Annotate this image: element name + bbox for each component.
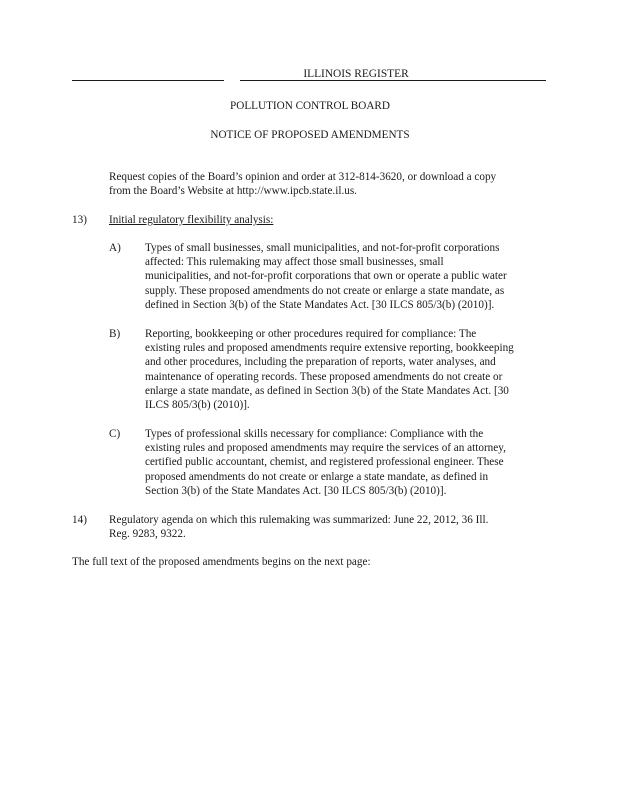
register-title: ILLINOIS REGISTER bbox=[303, 68, 409, 80]
section-14-line-1: Regulatory agenda on which this rulemaking was summarized: June 22, 2012, 36 Ill. bbox=[109, 514, 489, 526]
section-13-number: 13) bbox=[72, 214, 87, 226]
item-c-line: Section 3(b) of the State Mandates Act. [30 ILCS 805/3(b) (2010)]. bbox=[145, 484, 447, 497]
header-rule-right bbox=[240, 80, 546, 81]
item-b-line: ILCS 805/3(b) (2010)]. bbox=[145, 399, 250, 412]
item-b-line: existing rules and proposed amendments require extensive reporting, bookkeeping bbox=[145, 342, 514, 355]
item-b-line: enlarge a state mandate, as defined in Section 3(b) of the State Mandates Act. [30 bbox=[145, 384, 509, 397]
item-b-line: maintenance of operating records. These proposed amendments do not create or bbox=[145, 370, 503, 383]
item-b-line: and other procedures, including the preparation of reports, water analyses, and bbox=[145, 356, 496, 369]
item-b-label: B) bbox=[109, 328, 121, 340]
closing-statement: The full text of the proposed amendments begins on the next page: bbox=[72, 556, 371, 568]
section-14-number: 14) bbox=[72, 514, 87, 526]
item-b-paragraph bbox=[145, 327, 550, 412]
item-c-line: proposed amendments do not create or enlarge a state mandate, as defined in bbox=[145, 470, 489, 483]
item-a-line: municipalities, and not-for-profit corporations that own or operate a public water bbox=[145, 270, 507, 283]
item-c-line: existing rules and proposed amendments may require the services of an attorney, bbox=[145, 442, 506, 455]
notice-title: NOTICE OF PROPOSED AMENDMENTS bbox=[210, 129, 410, 141]
agency-title: POLLUTION CONTROL BOARD bbox=[230, 100, 390, 112]
item-c-line: Types of professional skills necessary for compliance: Compliance with the bbox=[145, 428, 484, 440]
intro-paragraph bbox=[109, 170, 549, 198]
intro-line-2: from the Board’s Website at http://www.ipcb.state.il.us. bbox=[109, 185, 357, 198]
item-c-label: C) bbox=[109, 428, 121, 440]
item-c-paragraph bbox=[145, 427, 550, 498]
item-a-paragraph bbox=[145, 241, 550, 312]
item-a-line: supply. These proposed amendments do not create or enlarge a state mandate, as bbox=[145, 284, 505, 297]
item-a-label: A) bbox=[109, 242, 121, 254]
item-b-line: Reporting, bookkeeping or other procedures required for compliance: The bbox=[145, 328, 477, 340]
item-a-line: defined in Section 3(b) of the State Mandates Act. [30 ILCS 805/3(b) (2010)]. bbox=[145, 298, 495, 311]
item-a-line: Types of small businesses, small municipalities, and not-for-profit corporations bbox=[145, 242, 500, 254]
header-rule-left bbox=[72, 80, 224, 81]
item-a-line: affected: This rulemaking may affect those small businesses, small bbox=[145, 256, 444, 269]
section-14-paragraph bbox=[109, 513, 549, 541]
item-c-line: certified public accountant, chemist, and registered professional engineer. These bbox=[145, 456, 504, 469]
intro-line-1: Request copies of the Board’s opinion and order at 312-814-3620, or download a copy bbox=[109, 171, 497, 183]
section-13-heading: Initial regulatory flexibility analysis: bbox=[109, 214, 274, 226]
section-14-line-2: Reg. 9283, 9322. bbox=[109, 528, 186, 541]
